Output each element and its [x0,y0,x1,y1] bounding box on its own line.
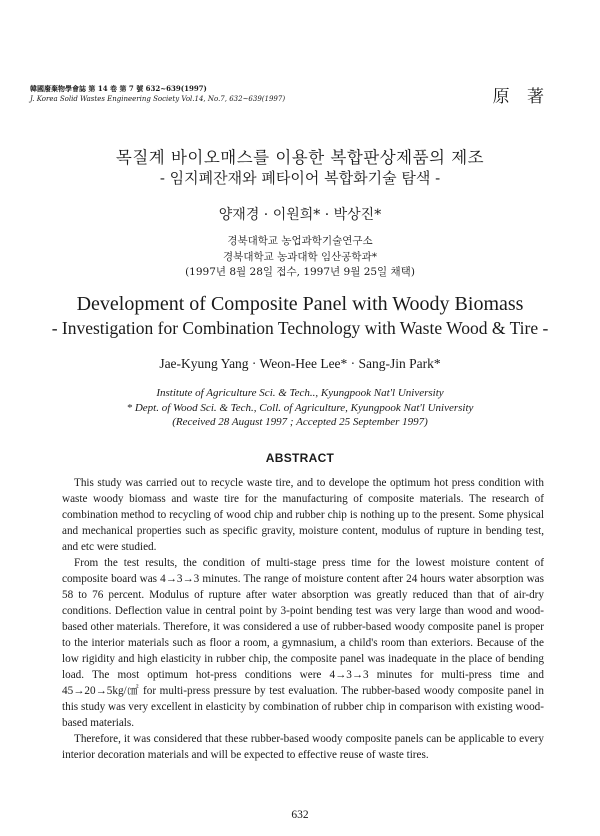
english-subtitle: - Investigation for Combination Technology with Waste Wood & Tire - [51,318,549,338]
korean-subtitle: - 임지폐잔재와 폐타이어 복합화기술 탐색 - [159,169,441,187]
article-type-label: 原 著 [492,87,550,107]
english-affiliation-2: * Dept. of Wood Sci. & Tech., Coll. of Agriculture, Kyungpook Nat'l University [126,402,474,414]
english-title: Development of Composite Panel with Woody Biomass [76,293,524,315]
korean-authors: 양재경 · 이원희* · 박상진* [218,207,382,223]
abstract-body [62,475,544,763]
abstract-paragraph: Therefore, it was considered that these rubber-based woody composite panels can be applicable to every interior decoration materials and will be expected to effective reuse of waste tires. [62,733,544,761]
abstract-paragraph: From the test results, the condition of multi-stage press time for the lowest moisture content of composite board was 4→3→3 minutes. The range of moisture content after 24 hours water absorption was 58 to 76 percent. Modulus of rupture after water absorption was greatly reduced than that of air-dry conditions. Deflection value in central point by 3-point bending test was very large than wood and wood-based other materials. Therefore, it was considered a use of rubber-based woody composite panel is proper to the interior materials such as floor a room, a gymnasium, a child's room than exteriors. Because of the low rigidity and high elasticity in rubber chip, the composite panel was inadequate in the place of bending load. The most optimum hot-press conditions were 4→3→3 minutes for multi-press time and 45→20→5kg/㎠ for multi-press pressure by test evaluation. The rubber-based woody composite panel in this study was very excellent in elasticity by combination of rubber chip in comparison with existing wood-based materials. [62,557,544,729]
journal-header [30,84,285,104]
korean-dates: (1997년 8월 28일 접수, 1997년 9월 25일 채택) [185,266,415,278]
korean-affiliation-2: 경북대학교 농과대학 임산공학과* [223,251,377,263]
korean-affiliation-1: 경북대학교 농업과학기술연구소 [227,235,373,247]
english-dates: (Received 28 August 1997 ; Accepted 25 September 1997) [172,416,428,428]
journal-name-english: J. Korea Solid Wastes Engineering Society Vol.14, No.7, 632~639(1997) [30,95,286,103]
abstract-heading: ABSTRACT [265,451,335,465]
journal-name-korean: 韓國廢棄物學會誌 第 14 卷 第 7 號 632~639(1997) [30,84,207,93]
page-number: 632 [291,809,309,821]
korean-title: 목질계 바이오매스를 이용한 복합판상제품의 제조 [115,148,485,167]
abstract-paragraph: This study was carried out to recycle waste tire, and to develope the optimum hot press condition with waste woody biomass and waste tire for the manufacturing of composite materials. The research of combination method to recycling of wood chip and rubber chip is nothing up to the present. Some physical and mechanical properties such as specific gravity, moisture content, modulus of rupture in bending test, and etc were studied. [62,477,544,553]
english-authors: Jae-Kyung Yang · Weon-Hee Lee* · Sang-Jin Park* [159,356,441,371]
english-affiliation-1: Institute of Agriculture Sci. & Tech.., Kyungpook Nat'l University [156,387,444,399]
